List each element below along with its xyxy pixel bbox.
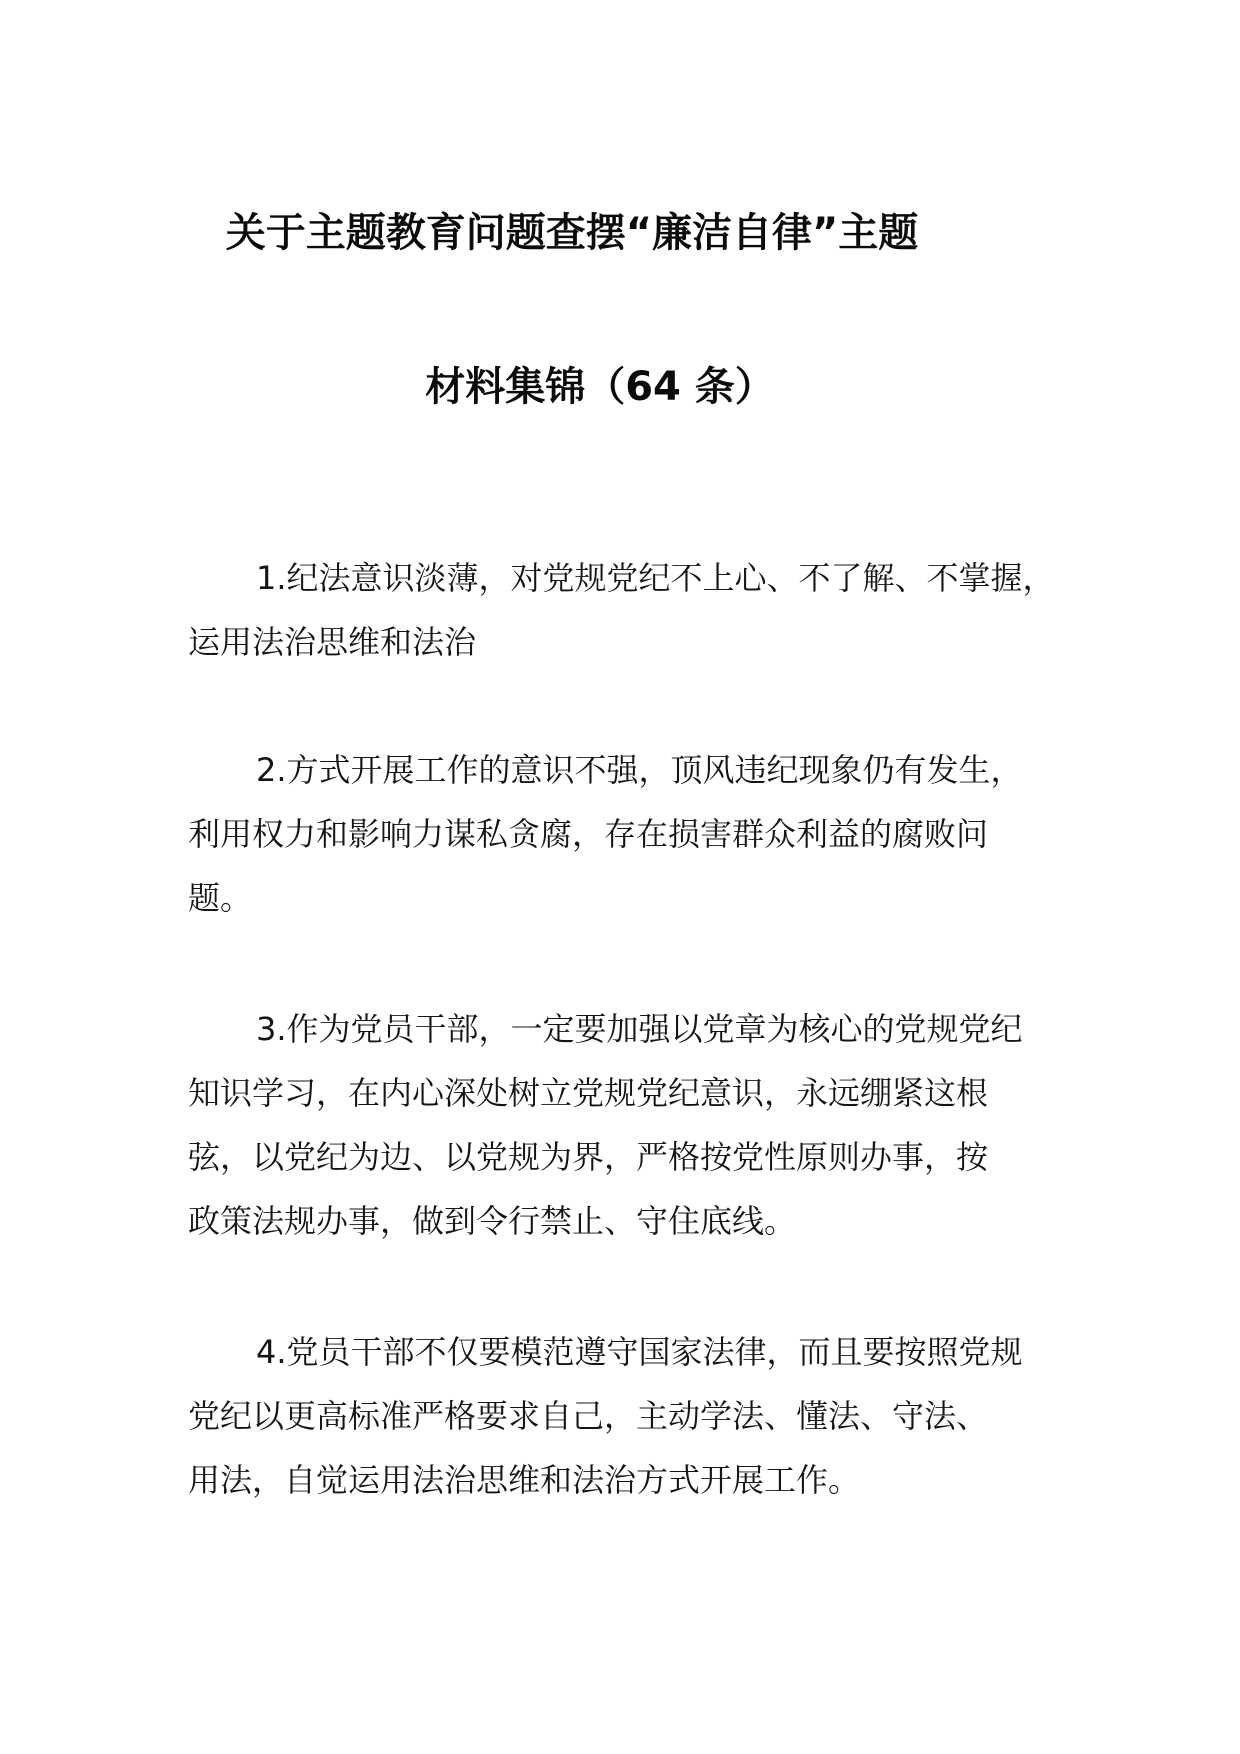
paragraph-line: 题。	[188, 879, 253, 917]
paragraph-line: 3.作为党员干部，一定要加强以党章为核心的党规党纪	[256, 1010, 1023, 1048]
paragraph-line: 运用法治思维和法治	[188, 623, 477, 661]
paragraph-line: 党纪以更高标准严格要求自己，主动学法、懂法、守法、	[188, 1397, 989, 1435]
paragraph-3	[188, 997, 1088, 1253]
paragraph-1	[188, 546, 1088, 674]
paragraph-line: 2.方式开展工作的意识不强，顶风违纪现象仍有发生，	[256, 751, 1023, 789]
paragraph-line: 政策法规办事，做到令行禁止、守住底线。	[188, 1202, 797, 1240]
paragraph-line: 4.党员干部不仅要模范遵守国家法律，而且要按照党规	[256, 1333, 1023, 1371]
paragraph-line: 弦，以党纪为边、以党规为界，严格按党性原则办事，按	[188, 1138, 989, 1176]
paragraph-line: 知识学习，在内心深处树立党规党纪意识，永远绷紧这根	[188, 1074, 989, 1112]
paragraph-2	[188, 738, 1088, 930]
document-title-line-2: 材料集锦（64 条）	[425, 364, 775, 410]
paragraph-line: 利用权力和影响力谋私贪腐，存在损害群众利益的腐败问	[188, 815, 989, 853]
paragraph-line: 1.纪法意识淡薄，对党规党纪不上心、不了解、不掌握，	[256, 559, 1055, 597]
document-title-line-1: 关于主题教育问题查摆“廉洁自律”主题	[225, 210, 919, 256]
paragraph-line: 用法，自觉运用法治思维和法治方式开展工作。	[188, 1461, 861, 1499]
paragraph-4	[188, 1320, 1088, 1512]
